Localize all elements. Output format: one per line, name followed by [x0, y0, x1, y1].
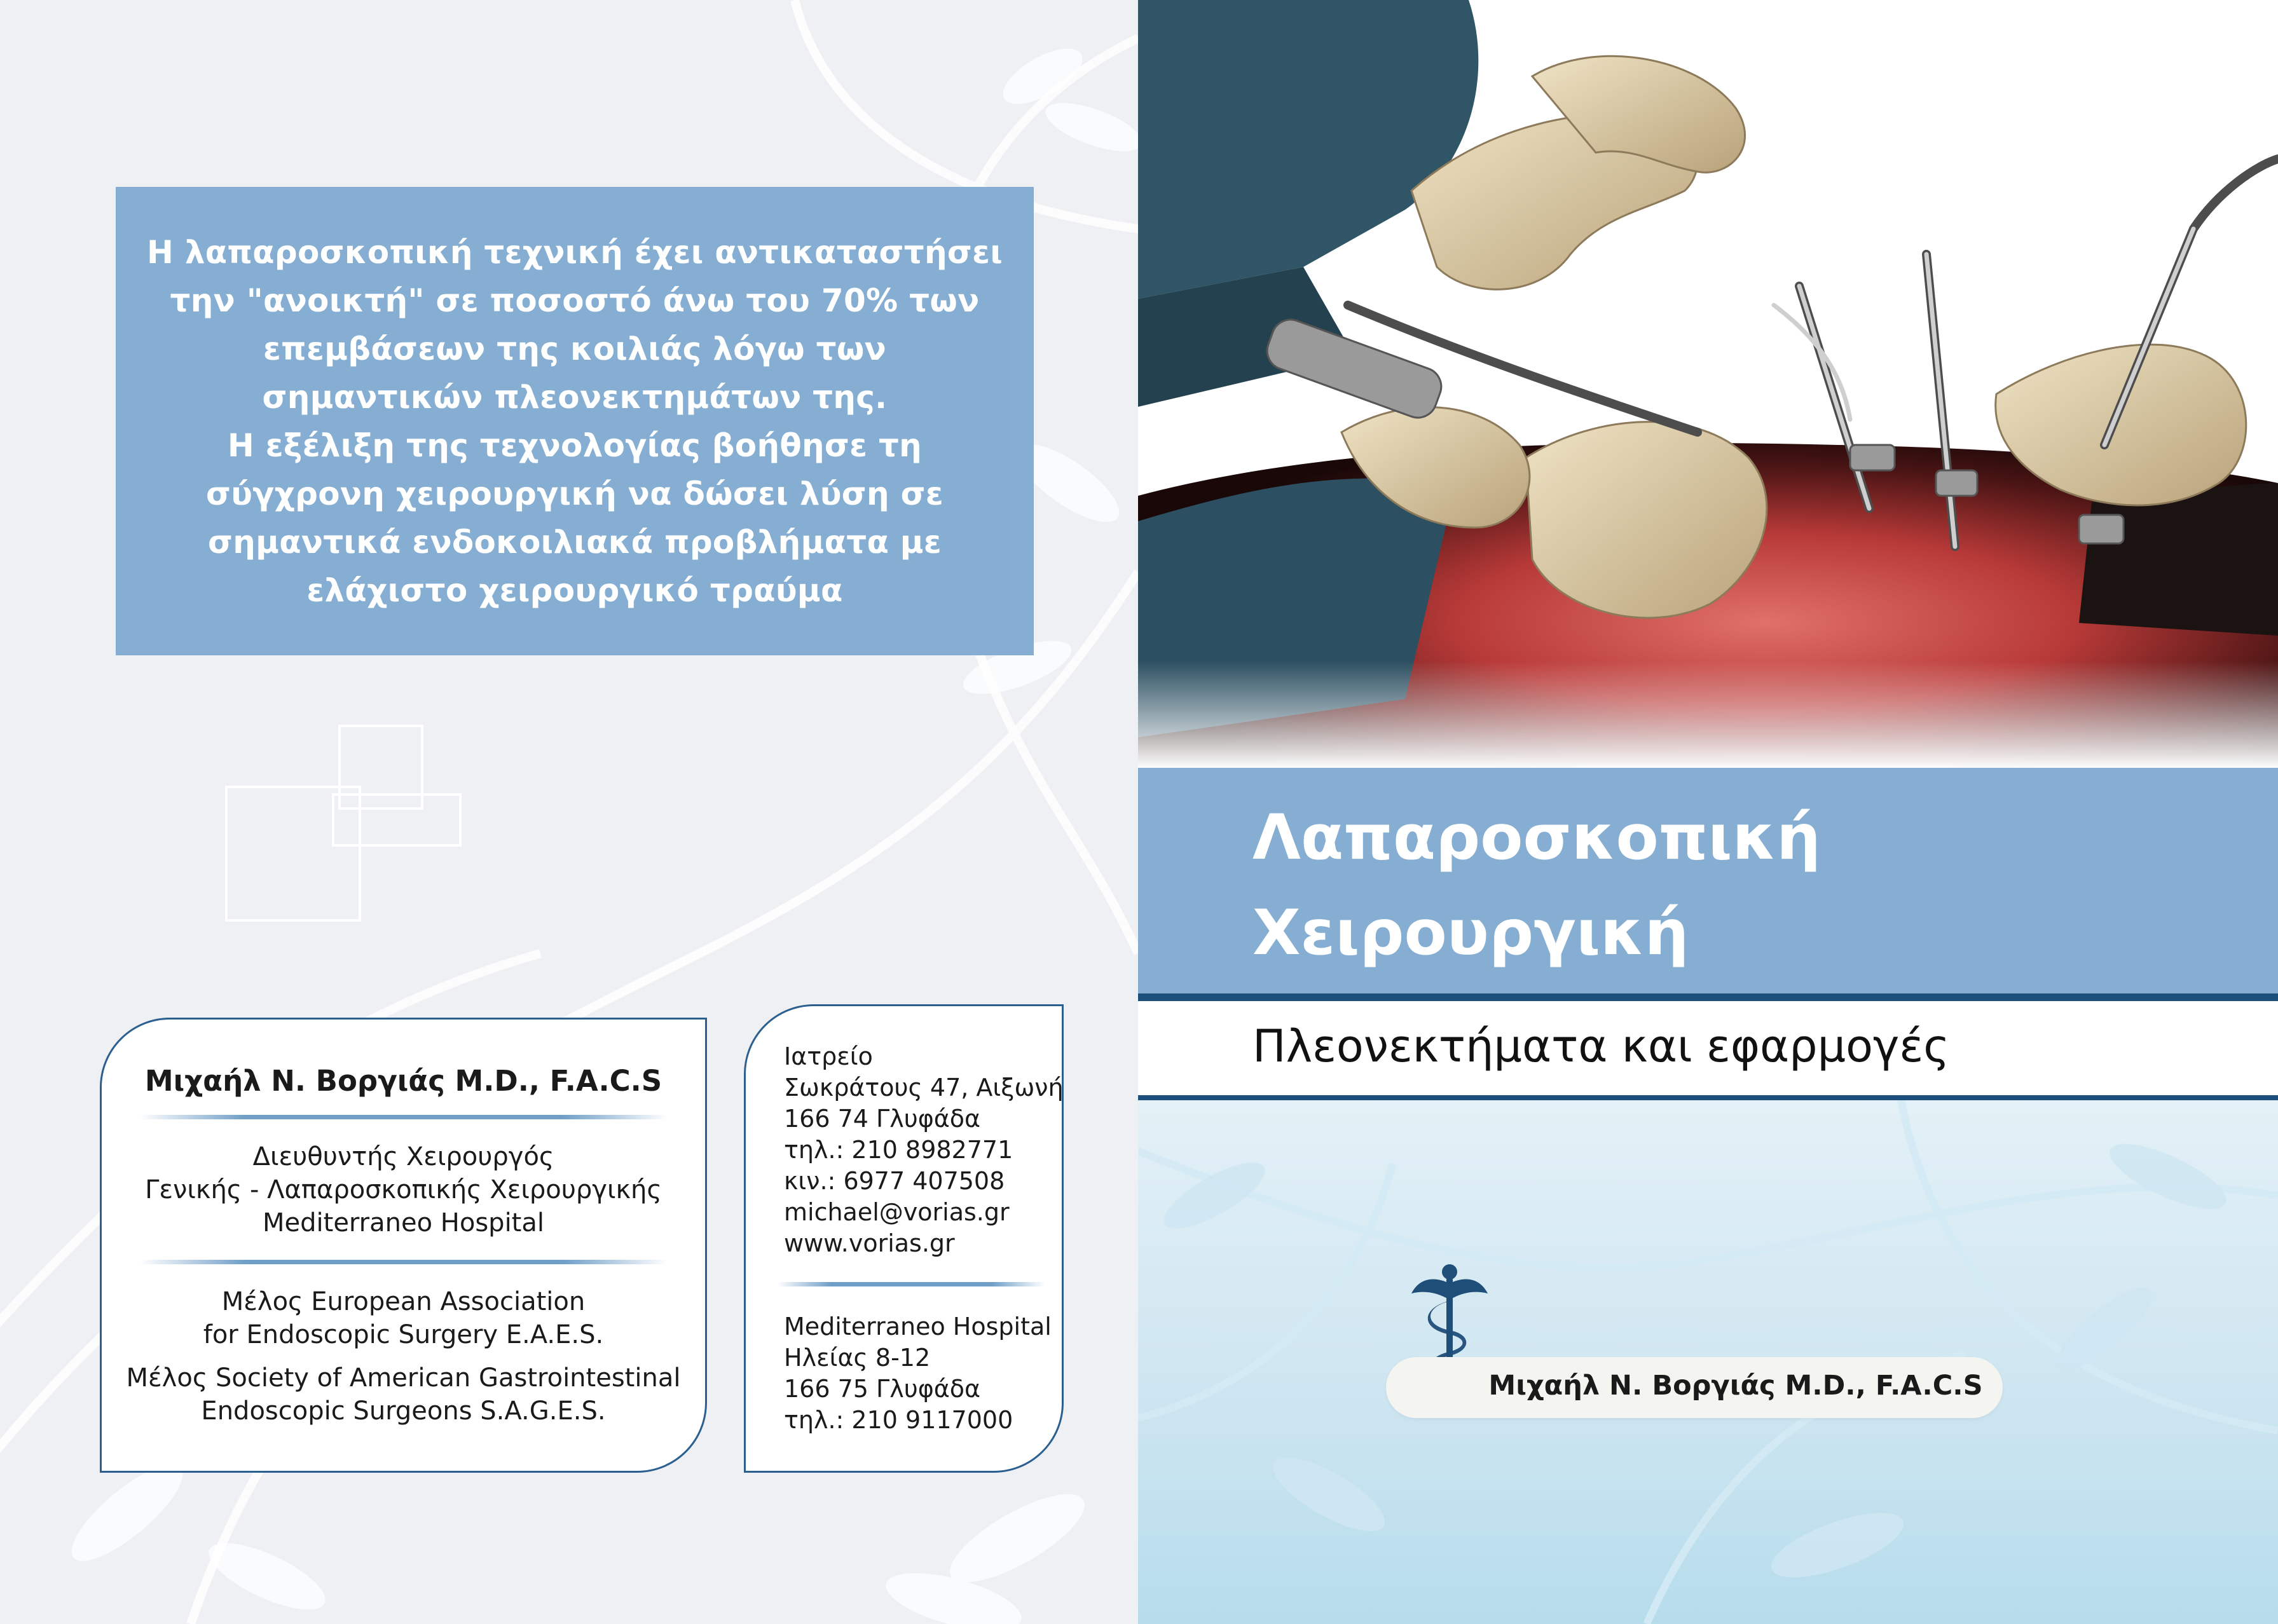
- subtitle-band: [1138, 1001, 2278, 1095]
- clinic-address: [784, 1041, 1064, 1259]
- membership-line: for Endoscopic Surgery E.A.E.S.: [203, 1320, 604, 1349]
- intro-quote-text: [147, 228, 1003, 615]
- divider: [140, 1260, 668, 1264]
- clinic-phone: τηλ.: 210 8982771: [784, 1136, 1013, 1164]
- membership-line: Μέλος Society of American Gastrointestinal: [126, 1363, 681, 1393]
- role-line: Mediterraneo Hospital: [263, 1208, 544, 1238]
- divider: [1138, 993, 2278, 1001]
- surgery-illustration: [1138, 0, 2278, 769]
- doctor-memberships: [102, 1285, 705, 1428]
- divider: [1138, 1095, 2278, 1100]
- doctor-roles: [102, 1140, 705, 1239]
- hospital-phone: τηλ.: 210 9117000: [784, 1406, 1013, 1434]
- membership-line: Endoscopic Surgeons S.A.G.E.S.: [201, 1396, 606, 1426]
- title-band: [1138, 768, 2278, 993]
- title-line: Λαπαροσκοπική: [1252, 802, 1821, 874]
- clinic-website: www.vorias.gr: [784, 1229, 955, 1257]
- overlapping-squares-icon: [225, 725, 464, 922]
- clinic-street: Σωκράτους 47, Αιξωνή: [784, 1074, 1064, 1102]
- doctor-info-card: [100, 1018, 707, 1473]
- clinic-label: Ιατρείο: [784, 1042, 873, 1070]
- quote-line: σημαντικών πλεονεκτημάτων της.: [262, 378, 888, 416]
- hospital-name: Mediterraneo Hospital: [784, 1313, 1052, 1341]
- divider: [140, 1115, 668, 1119]
- quote-line: Η λαπαροσκοπική τεχνική έχει αντικαταστήσει: [146, 233, 1003, 271]
- doctor-name: Μιχαήλ Ν. Βοργιάς M.D., F.A.C.S: [144, 1064, 662, 1098]
- intro-quote-box: [116, 187, 1034, 655]
- quote-line: ελάχιστο χειρουργικό τραύμα: [306, 571, 843, 609]
- hospital-address: [784, 1311, 1052, 1436]
- quote-line: επεμβάσεων της κοιλιάς λόγω των: [263, 330, 886, 367]
- back-cover-panel: [0, 0, 1138, 1624]
- author-name-pill: [1386, 1357, 2003, 1418]
- cover-subtitle: Πλεονεκτήματα και εφαρμογές: [1252, 1020, 1950, 1072]
- hospital-street: Ηλείας 8-12: [784, 1344, 931, 1372]
- role-line: Διευθυντής Χειρουργός: [252, 1142, 554, 1171]
- front-cover-panel: [1138, 0, 2278, 1624]
- author-name: Μιχαήλ Ν. Βοργιάς M.D., F.A.C.S: [1488, 1370, 1983, 1402]
- clinic-mobile: κιν.: 6977 407508: [784, 1167, 1005, 1195]
- quote-line: την "ανοικτή" σε ποσοστό άνω του 70% των: [170, 282, 980, 319]
- cover-title: [1252, 790, 1821, 981]
- contact-info-card: [744, 1004, 1064, 1473]
- title-line: Χειρουργική: [1252, 897, 1689, 969]
- quote-line: Η εξέλιξη της τεχνολογίας βοήθησε τη: [227, 426, 923, 464]
- hospital-city: 166 75 Γλυφάδα: [784, 1375, 981, 1403]
- divider: [778, 1282, 1045, 1286]
- clinic-city: 166 74 Γλυφάδα: [784, 1105, 981, 1133]
- quote-line: σύγχρονη χειρουργική να δώσει λύση σε: [205, 475, 944, 512]
- quote-line: σημαντικά ενδοκοιλιακά προβλήματα με: [207, 523, 942, 561]
- clinic-email: michael@vorias.gr: [784, 1198, 1010, 1226]
- membership-line: Μέλος European Association: [221, 1287, 586, 1316]
- role-line: Γενικής - Λαπαροσκοπικής Χειρουργικής: [145, 1175, 662, 1204]
